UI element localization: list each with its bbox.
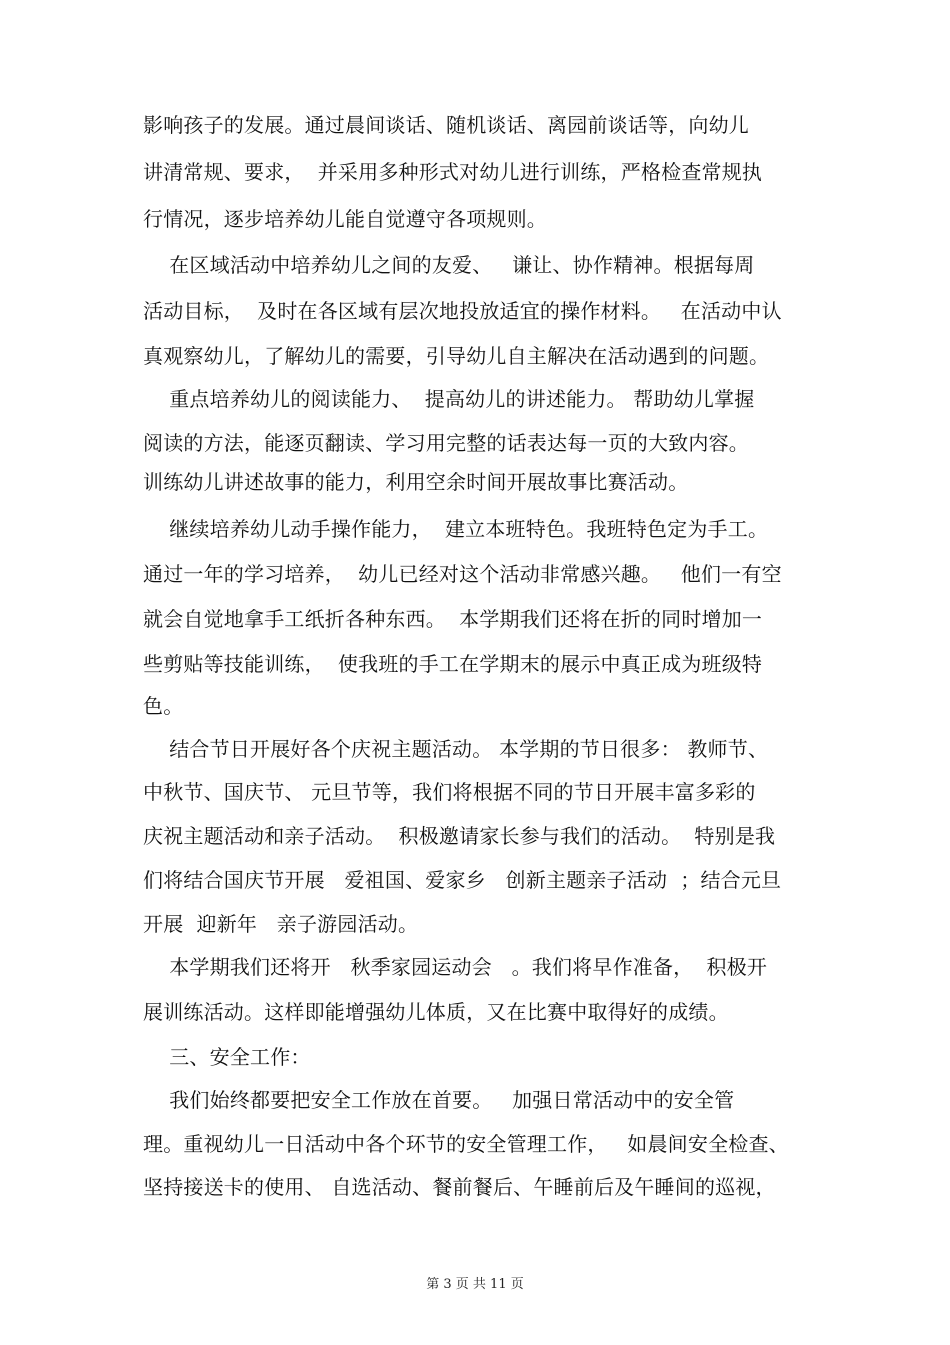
text-line: 结合节日开展好各个庆祝主题活动。 本学期的节日很多： 教师节、 <box>143 737 769 761</box>
text-line: 理。重视幼儿一日活动中各个环节的安全管理工作， 如晨间安全检查、 <box>143 1132 789 1156</box>
text-line: 三、安全工作： <box>143 1045 311 1069</box>
text-line: 训练幼儿讲述故事的能力，利用空余时间开展故事比赛活动。 <box>143 470 689 494</box>
text-line: 在区域活动中培养幼儿之间的友爱、 谦让、协作精神。根据每周 <box>143 253 755 277</box>
text-line: 重点培养幼儿的阅读能力、 提高幼儿的讲述能力。 帮助幼儿掌握 <box>143 387 755 411</box>
page-number-footer: 第 3 页 共 11 页 <box>426 1277 524 1292</box>
text-line: 真观察幼儿，了解幼儿的需要，引导幼儿自主解决在活动遇到的问题。 <box>143 344 770 368</box>
text-line: 继续培养幼儿动手操作能力， 建立本班特色。我班特色定为手工。 <box>143 517 769 541</box>
text-line: 坚持接送卡的使用、 自选活动、餐前餐后、午睡前后及午睡间的巡视， <box>143 1175 776 1199</box>
text-line: 色。 <box>143 694 184 718</box>
text-line: 行情况，逐步培养幼儿能自觉遵守各项规则。 <box>143 207 547 231</box>
text-line: 我们始终都要把安全工作放在首要。 加强日常活动中的安全管 <box>143 1088 735 1112</box>
text-line: 就会自觉地拿手工纸折各种东西。 本学期我们还将在折的同时增加一 <box>143 607 763 631</box>
text-line: 通过一年的学习培养， 幼儿已经对这个活动非常感兴趣。 他们一有空 <box>143 562 782 586</box>
text-line: 影响孩子的发展。通过晨间谈话、随机谈话、离园前谈话等，向幼儿 <box>143 113 749 137</box>
text-line: 们将结合国庆节开展 爱祖国、爱家乡 创新主题亲子活动 ；结合元旦 <box>143 868 782 892</box>
text-line: 本学期我们还将开 秋季家园运动会 。我们将早作准备， 积极开 <box>143 955 768 979</box>
text-line: 开展 迎新年 亲子游园活动。 <box>143 912 419 936</box>
text-line: 庆祝主题活动和亲子活动。 积极邀请家长参与我们的活动。 特别是我 <box>143 824 776 848</box>
text-line: 展训练活动。这样即能增强幼儿体质，又在比赛中取得好的成绩。 <box>143 1000 729 1024</box>
text-line: 讲清常规、要求， 并采用多种形式对幼儿进行训练，严格检查常规执 <box>143 160 763 184</box>
text-line: 些剪贴等技能训练， 使我班的手工在学期末的展示中真正成为班级特 <box>143 652 763 676</box>
text-line: 活动目标， 及时在各区域有层次地投放适宜的操作材料。 在活动中认 <box>143 299 782 323</box>
text-line: 中秋节、国庆节、 元旦节等，我们将根据不同的节日开展丰富多彩的 <box>143 780 756 804</box>
text-line: 阅读的方法，能逐页翻读、学习用完整的话表达每一页的大致内容。 <box>143 431 749 455</box>
